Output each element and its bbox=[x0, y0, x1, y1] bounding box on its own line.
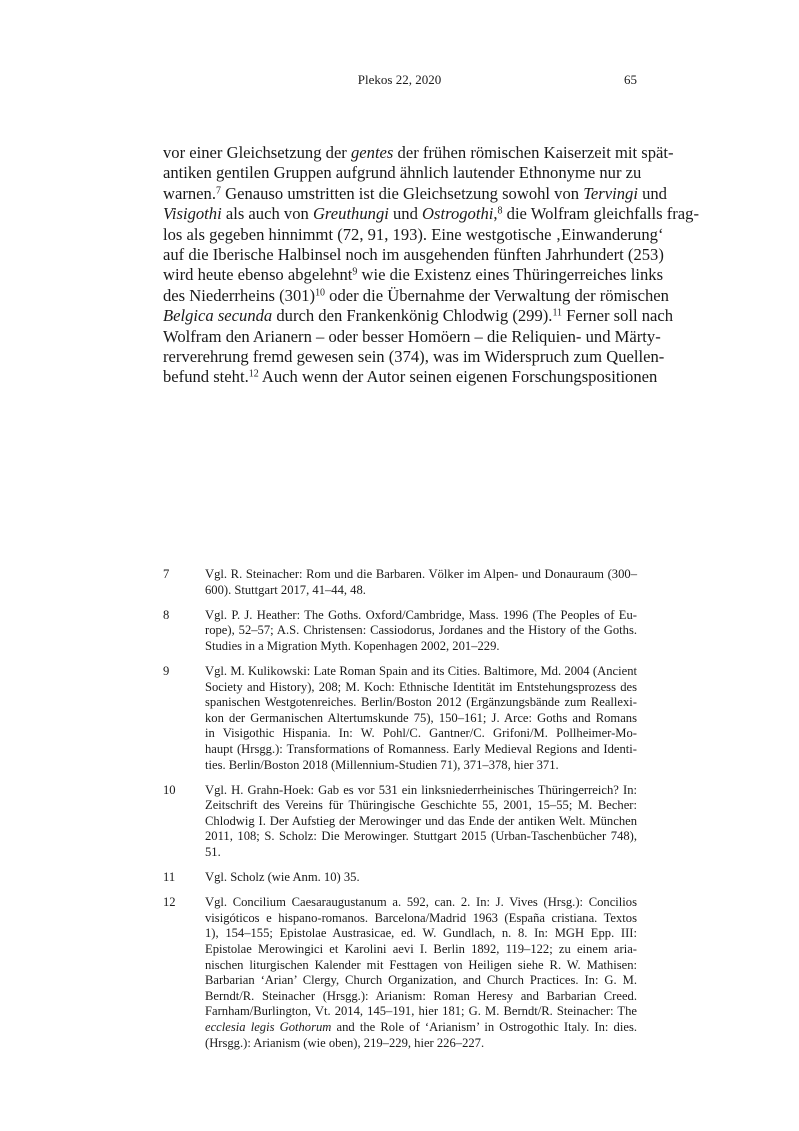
text-segment: Vgl. P. J. Heather: The Goths. Oxford/Cambridge, Mass. 1996 (The Peoples of Eu- bbox=[205, 607, 637, 622]
running-header: Plekos 22, 2020 bbox=[357, 72, 442, 87]
text-segment: 51. bbox=[205, 845, 221, 859]
text-line bbox=[205, 942, 637, 958]
text-line bbox=[205, 742, 637, 758]
footnote bbox=[163, 783, 637, 861]
footnote bbox=[163, 895, 637, 1051]
text-segment: haupt (Hrsgg.): Transformations of Romanness. Early Medieval Regions and Identi- bbox=[205, 741, 637, 756]
italic-text: Tervingi bbox=[583, 183, 638, 203]
text-line bbox=[163, 306, 674, 326]
footnote-reference: 10 bbox=[315, 287, 326, 299]
text-segment: Wolfram den Arianern – oder besser Homöern – die Reliquien- und Märty- bbox=[163, 326, 661, 346]
text-segment: 600). Stuttgart 2017, 41–44, 48. bbox=[205, 582, 366, 597]
text-line bbox=[205, 695, 637, 711]
footnote-reference: 12 bbox=[248, 369, 259, 380]
text-segment: ties. Berlin/Boston 2018 (Millennium-Studien 71), 371–378, hier 371. bbox=[205, 757, 559, 772]
text-line bbox=[205, 973, 637, 989]
text-line bbox=[205, 664, 637, 680]
text-line bbox=[205, 608, 637, 624]
text-line bbox=[205, 1036, 637, 1052]
text-segment: wie die Existenz eines Thüringerreiches links bbox=[357, 265, 664, 285]
text-segment: vor einer Gleichsetzung der bbox=[163, 143, 351, 162]
text-segment: die Wolfram gleichfalls frag- bbox=[502, 204, 699, 224]
text-line bbox=[205, 829, 637, 845]
text-segment: Society and History), 208; M. Koch: Ethnische Identität im Entstehungsprozess des bbox=[205, 679, 637, 694]
text-segment: Vgl. Scholz (wie Anm. 10) 35. bbox=[205, 870, 360, 885]
text-segment: Vgl. Concilium Caesaraugustanum a. 592, can. 2. In: J. Vives (Hrsg.): Concilios bbox=[205, 895, 637, 910]
text-segment: kon der Germanischen Altertumskunde 75), 150–161; J. Arce: Goths and Romans bbox=[205, 710, 637, 725]
text-line bbox=[163, 163, 642, 183]
text-line bbox=[205, 798, 637, 814]
text-line bbox=[205, 680, 637, 696]
text-line bbox=[205, 911, 637, 927]
text-line bbox=[205, 639, 637, 655]
text-line bbox=[205, 567, 637, 583]
text-line bbox=[205, 783, 637, 799]
italic-text: Belgica secunda bbox=[163, 306, 273, 326]
text-segment: los als gegeben hinnimmt (72, 91, 193). Eine westgotische ‚Einwanderung‘ bbox=[163, 224, 664, 244]
text-segment: antiken gentilen Gruppen aufgrund ähnlich lautender Ethnonyme nur zu bbox=[163, 163, 642, 183]
text-segment: und bbox=[637, 183, 667, 203]
page-number: 65 bbox=[624, 72, 637, 87]
text-line bbox=[163, 245, 664, 265]
footnote bbox=[163, 608, 637, 655]
text-segment: rope), 52–57; A.S. Christensen: Cassiodorus, Jordanes and the History of the Goths. bbox=[205, 623, 637, 638]
footnote-number: 9 bbox=[163, 663, 170, 678]
text-segment: spanischen Westgotenreiches. Berlin/Boston 2012 (Ergänzungsbände zum Reallexi- bbox=[205, 695, 637, 710]
text-line bbox=[205, 958, 637, 974]
footnote-number: 8 bbox=[163, 607, 170, 622]
text-segment: Vgl. M. Kulikowski: Late Roman Spain and its Cities. Baltimore, Md. 2004 (Ancient bbox=[205, 663, 637, 678]
footnote-reference: 8 bbox=[497, 205, 503, 217]
text-segment: Chlodwig I. Der Aufstieg der Merowinger und das Ende der antiken Welt. München bbox=[205, 813, 637, 828]
text-segment: Epistolae Merowingici et Karolini aevi I. Berlin 1892, 119–122; zu einem aria- bbox=[205, 941, 637, 956]
text-line bbox=[163, 367, 658, 387]
footnote-reference: 7 bbox=[215, 185, 221, 197]
footnote bbox=[163, 870, 637, 886]
text-segment: Studies in a Migration Myth. Kopenhagen 2002, 201–229. bbox=[205, 638, 500, 653]
text-segment: Auch wenn der Autor seinen eigenen Forschungspositionen bbox=[258, 367, 658, 387]
text-line bbox=[163, 204, 699, 224]
footnote bbox=[163, 567, 637, 598]
text-segment: (Hrsgg.): Arianism (wie oben), 219–229, hier 226–227. bbox=[205, 1035, 485, 1050]
text-segment: wird heute ebenso abgelehnt bbox=[163, 265, 353, 285]
text-segment: und bbox=[388, 204, 423, 224]
italic-text: gentes bbox=[350, 143, 394, 162]
body-text bbox=[163, 143, 699, 388]
text-segment: befund steht. bbox=[163, 367, 249, 387]
text-segment: warnen. bbox=[163, 183, 216, 203]
text-segment: nischen liturgischen Kalender mit Festtagen von Heiligen siehe R. W. Mathisen: bbox=[205, 957, 637, 972]
text-line bbox=[205, 623, 637, 639]
footnotes bbox=[163, 567, 637, 1061]
text-line bbox=[205, 870, 637, 886]
text-line bbox=[205, 895, 637, 911]
text-segment: Ferner soll nach bbox=[562, 306, 674, 326]
text-segment: Vgl. R. Steinacher: Rom und die Barbaren. Völker im Alpen- und Donauraum (300– bbox=[205, 567, 637, 581]
text-line bbox=[205, 758, 637, 774]
footnote bbox=[163, 664, 637, 773]
text-segment: Berndt/R. Steinacher (Hrsgg.): Arianism: Roman Heresy and Barbarian Creed. bbox=[205, 988, 637, 1003]
text-line bbox=[163, 326, 661, 347]
footnote-number: 11 bbox=[163, 870, 176, 885]
text-segment: Vgl. H. Grahn-Hoek: Gab es vor 531 ein linksniederrheinisches Thüringerreich? In: bbox=[205, 782, 637, 797]
text-line bbox=[205, 989, 637, 1005]
text-segment: als auch von bbox=[221, 204, 313, 224]
text-segment: Zeitschrift des Vereins für Thüringische Geschichte 55, 2001, 15–55; M. Becher: bbox=[205, 798, 637, 813]
text-segment: auf die Iberische Halbinsel noch im ausgehenden fünften Jahrhundert (253) bbox=[163, 245, 664, 265]
text-segment: Genauso umstritten ist die Gleichsetzung sowohl von bbox=[220, 183, 584, 203]
text-line bbox=[205, 583, 637, 599]
italic-text: ecclesia legis Gothorum bbox=[205, 1019, 332, 1034]
text-segment: visigóticos e hispano-romanos. Barcelona/Madrid 1963 (España cristiana. Textos bbox=[205, 910, 637, 925]
text-segment: 1), 154–155; Epistolae Austrasicae, ed. W. Gundlach, n. 8. In: MGH Epp. III: bbox=[205, 926, 637, 941]
italic-text: Visigothi bbox=[163, 204, 222, 224]
text-line bbox=[163, 183, 667, 204]
footnote-reference: 9 bbox=[352, 266, 358, 278]
text-line bbox=[163, 265, 664, 285]
text-segment: Farnham/Burlington, Vt. 2014, 145–191, hier 181; G. M. Berndt/R. Steinacher: The bbox=[205, 1004, 637, 1019]
text-segment: 2011, 108; S. Scholz: Die Merowinger. Stuttgart 2015 (Urban-Taschenbücher 748), bbox=[205, 829, 637, 844]
text-line bbox=[205, 1004, 637, 1020]
text-line bbox=[163, 347, 665, 367]
footnote-number: 10 bbox=[163, 782, 176, 797]
text-segment: in Visigothic Hispania. In: W. Pohl/C. Gantner/C. Grifoni/M. Pollheimer-Mo- bbox=[205, 726, 637, 741]
text-line bbox=[163, 285, 669, 306]
text-segment: des Niederrheins (301) bbox=[163, 285, 316, 305]
text-segment: rerverehrung fremd gewesen sein (374), was im Widerspruch zum Quellen- bbox=[163, 347, 665, 367]
text-segment: and the Role of ‘Arianism’ in Ostrogothic Italy. In: dies. bbox=[331, 1019, 637, 1034]
text-segment: , bbox=[493, 204, 498, 224]
text-line bbox=[163, 224, 664, 245]
footnote-number: 12 bbox=[163, 895, 176, 910]
text-segment: der frühen römischen Kaiserzeit mit spät- bbox=[393, 143, 674, 162]
text-line bbox=[205, 726, 637, 742]
footnote-number: 7 bbox=[163, 567, 170, 581]
text-line bbox=[205, 845, 637, 861]
text-line bbox=[205, 711, 637, 727]
text-line bbox=[205, 1020, 637, 1036]
text-segment: durch den Frankenkönig Chlodwig (299). bbox=[272, 306, 553, 326]
text-line bbox=[205, 926, 637, 942]
italic-text: Ostrogothi bbox=[422, 204, 494, 224]
text-segment: Barbarian ‘Arian’ Clergy, Church Organization, and Church Practices. In: G. M. bbox=[205, 973, 637, 988]
text-line bbox=[163, 143, 674, 163]
footnote-reference: 11 bbox=[552, 307, 563, 319]
text-segment: oder die Übernahme der Verwaltung der römischen bbox=[325, 285, 669, 305]
text-line bbox=[205, 814, 637, 830]
italic-text: Greuthungi bbox=[312, 204, 389, 224]
